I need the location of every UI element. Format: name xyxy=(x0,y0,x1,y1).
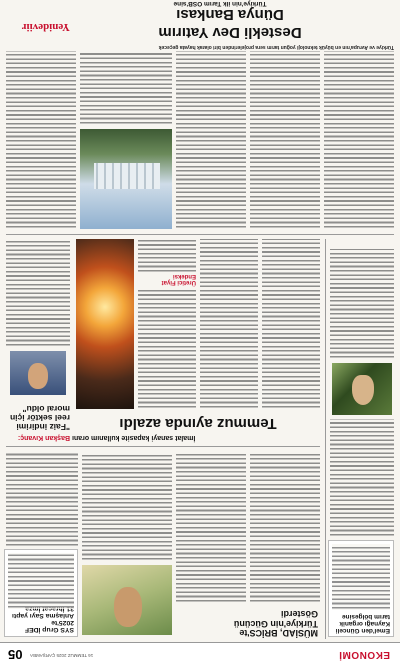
sidebar-photo xyxy=(332,363,392,415)
second-body-2 xyxy=(200,239,258,409)
second-body-4 xyxy=(138,239,196,273)
box-left-body xyxy=(8,553,74,609)
brief-headline-3: Gösterdi xyxy=(280,609,318,620)
lead-headline-1: Dünya Bankası xyxy=(176,6,284,23)
lead-deck: Türkiye ve Avrupa'nın en büyük teknoloji yoğun tarım sera projelerinden biri olarak hayata geçecek xyxy=(158,44,394,50)
second-story-headline: Temmuz ayında azaldı xyxy=(119,415,277,432)
box-left-headline-1: SYS Grup İDEF 2025'te xyxy=(24,618,74,633)
right-body-top xyxy=(6,453,78,547)
newspaper-logo: Yenideviir xyxy=(21,21,70,33)
brief-body-1 xyxy=(250,453,320,603)
box-right-headline-3: tarım bölgesine xyxy=(341,613,390,621)
column-rule xyxy=(325,239,326,639)
interview-photo xyxy=(10,351,66,395)
brief-headline-1: MÜSİAD, BRİCS'te xyxy=(239,628,318,638)
section-divider xyxy=(6,446,320,447)
lead-photo xyxy=(80,129,172,229)
lead-headline-2: Destekli Dev Yatırım xyxy=(158,24,302,41)
sidebar-box-body xyxy=(332,544,390,610)
sidebar-body-1 xyxy=(330,419,394,537)
brief-photo xyxy=(82,565,172,635)
interview-kicker: Başkan Kıvanç: xyxy=(17,434,70,441)
brief-body-2 xyxy=(176,453,246,603)
lead-body-1 xyxy=(324,51,394,229)
interview-headline-1: "Faiz indirimi xyxy=(16,422,70,432)
lead-body-2 xyxy=(250,51,320,229)
person-figure xyxy=(114,587,142,627)
sidebar-box-top xyxy=(328,540,394,637)
brief-headline-2: Türkiye'nin Gücünü xyxy=(233,618,318,629)
box-left xyxy=(4,549,78,637)
interview-headline-2: reel sektör için xyxy=(9,413,70,424)
person-figure xyxy=(352,375,374,405)
dateline: 16 TEMMUZ 2025 ÇARŞAMBA xyxy=(30,653,94,658)
interview-body xyxy=(6,239,70,347)
lead-body-3 xyxy=(176,51,246,229)
brief-body-3 xyxy=(82,453,172,561)
lead-body-4 xyxy=(80,51,172,125)
lead-body-5 xyxy=(6,51,76,229)
lead-kicker: Türkiye'nin ilk Tarım OSB'sine xyxy=(173,0,267,7)
sidebar-body-2 xyxy=(330,249,394,359)
box-left-headline-2: Anlaşma Sayı yaptı xyxy=(12,611,74,619)
page-number: 05 xyxy=(8,647,23,662)
greenhouse-graphic xyxy=(94,163,160,189)
section-label: EKONOMİ xyxy=(338,649,390,660)
welding-photo xyxy=(76,239,134,409)
second-story-kicker: İmalat sanayi kapasite kullanım oranı xyxy=(72,434,196,441)
box-right-headline-1: Emel'den Günceli xyxy=(335,627,390,634)
second-body-3 xyxy=(138,289,196,409)
second-body-1 xyxy=(262,239,320,409)
interview-headline-3: moral oldu" xyxy=(22,404,70,415)
lead-divider xyxy=(6,234,394,235)
masthead xyxy=(0,642,400,665)
pull-quote: Üretici Fiyat Endeksi xyxy=(161,272,196,285)
box-right-headline-2: Kaynağı organik xyxy=(339,620,390,628)
person-figure xyxy=(28,363,48,389)
